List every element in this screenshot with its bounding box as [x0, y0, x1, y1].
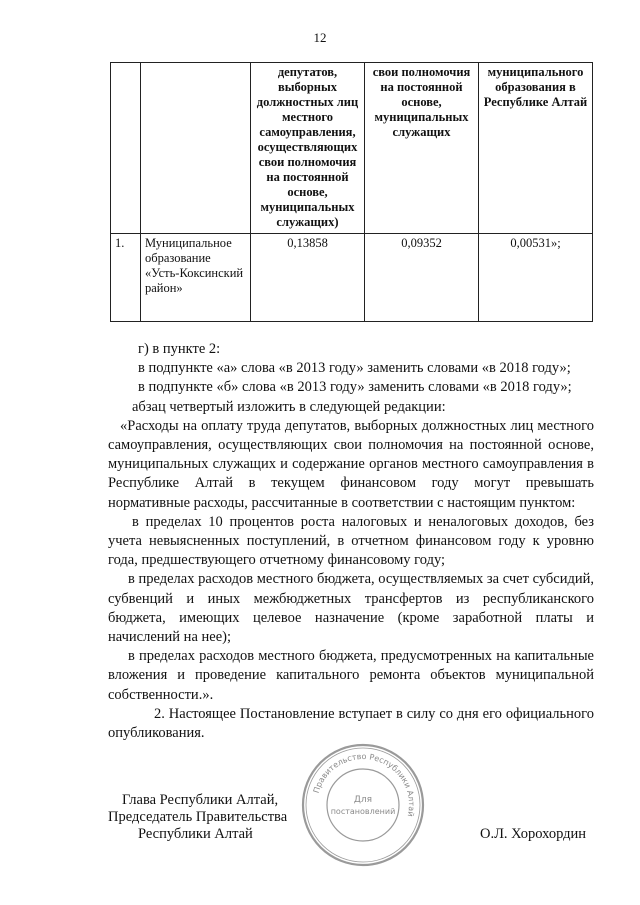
- header-cell-number: [111, 63, 141, 234]
- paragraph-limit-subsidies: в пределах расходов местного бюджета, осуществляемых за счет субсидий, субвенций и иных межбюджетных трансфертов из республиканского бюджета, имеющих целевое назначение (кроме заработной платы и начислений на нее);: [108, 571, 594, 646]
- paragraph-subitem-a: в подпункте «а» слова «в 2013 году» заменить словами «в 2018 году»;: [138, 360, 571, 377]
- header-cell-officials: свои полномочия на постоянной основе, муниципальных служащих: [365, 63, 479, 234]
- stamp-center-line-1: Для: [353, 795, 373, 805]
- paragraph-expenses: «Расходы на оплату труда депутатов, выборных должностных лиц местного самоуправления, осуществляющих свои полномочия на постоянной основе, муниципальных служащих и содержание органов местного самоуправления в Республике Алтай в текущем финансовом году могут превышать нормативные расходы, рассчитанные в соответствии с настоящим пунктом:: [108, 417, 594, 511]
- stamp-center-ring: [327, 769, 399, 841]
- official-stamp: [300, 742, 426, 868]
- stamp-inner-ring: [306, 748, 420, 862]
- paragraph-entry-into-force: 2. Настоящее Постановление вступает в силу со дня его официального опубликования.: [108, 705, 594, 742]
- page-number: 12: [313, 30, 327, 45]
- header-cell-municipality: муниципального образования в Республике Алтай: [479, 63, 593, 234]
- signature-title-line-1: Глава Республики Алтай,: [122, 792, 279, 808]
- signatory-name: О.Л. Хорохордин: [480, 826, 587, 842]
- paragraph-limit-capital: в пределах расходов местного бюджета, предусмотренных на капитальные вложения и проведение капитального ремонта объектов муниципальной собственности.».: [108, 648, 594, 703]
- row-value-3: 0,00531»;: [479, 234, 593, 322]
- paragraph-limit-10-percent: в пределах 10 процентов роста налоговых и неналоговых доходов, без учета невыясненных поступлений, в отчетном финансовом году к уровню года, предшествующего отчетному финансовому году;: [108, 513, 594, 569]
- stamp-center-line-2: постановлений: [330, 807, 396, 816]
- paragraph-abzac-four: абзац четвертый изложить в следующей редакции:: [132, 398, 446, 415]
- signature-block: [108, 792, 287, 843]
- paragraph-subitem-b: в подпункте «б» слова «в 2013 году» заменить словами «в 2018 году»;: [138, 379, 572, 396]
- row-number: 1.: [111, 234, 141, 322]
- paragraph-item-g: г) в пункте 2:: [138, 341, 221, 357]
- stamp-ring-text: Правительство Республики Алтай: [311, 751, 417, 818]
- stamp-outer-ring: [303, 745, 423, 865]
- document-body: [108, 340, 594, 743]
- regulations-table: [110, 62, 593, 322]
- signature-title-line-2: Председатель Правительства: [108, 809, 288, 825]
- row-value-1: 0,13858: [251, 234, 365, 322]
- row-value-2: 0,09352: [365, 234, 479, 322]
- row-municipality-name: Муниципальное образование «Усть-Коксинский район»: [141, 234, 251, 322]
- table-row: [111, 234, 593, 322]
- signature-title-line-3: Республики Алтай: [138, 826, 253, 842]
- table-header-row: [111, 63, 593, 234]
- header-cell-name: [141, 63, 251, 234]
- header-cell-deputies: депутатов, выборных должностных лиц местного самоуправления, осуществляющих свои полномочия на постоянной основе, муниципальных служащих): [251, 63, 365, 234]
